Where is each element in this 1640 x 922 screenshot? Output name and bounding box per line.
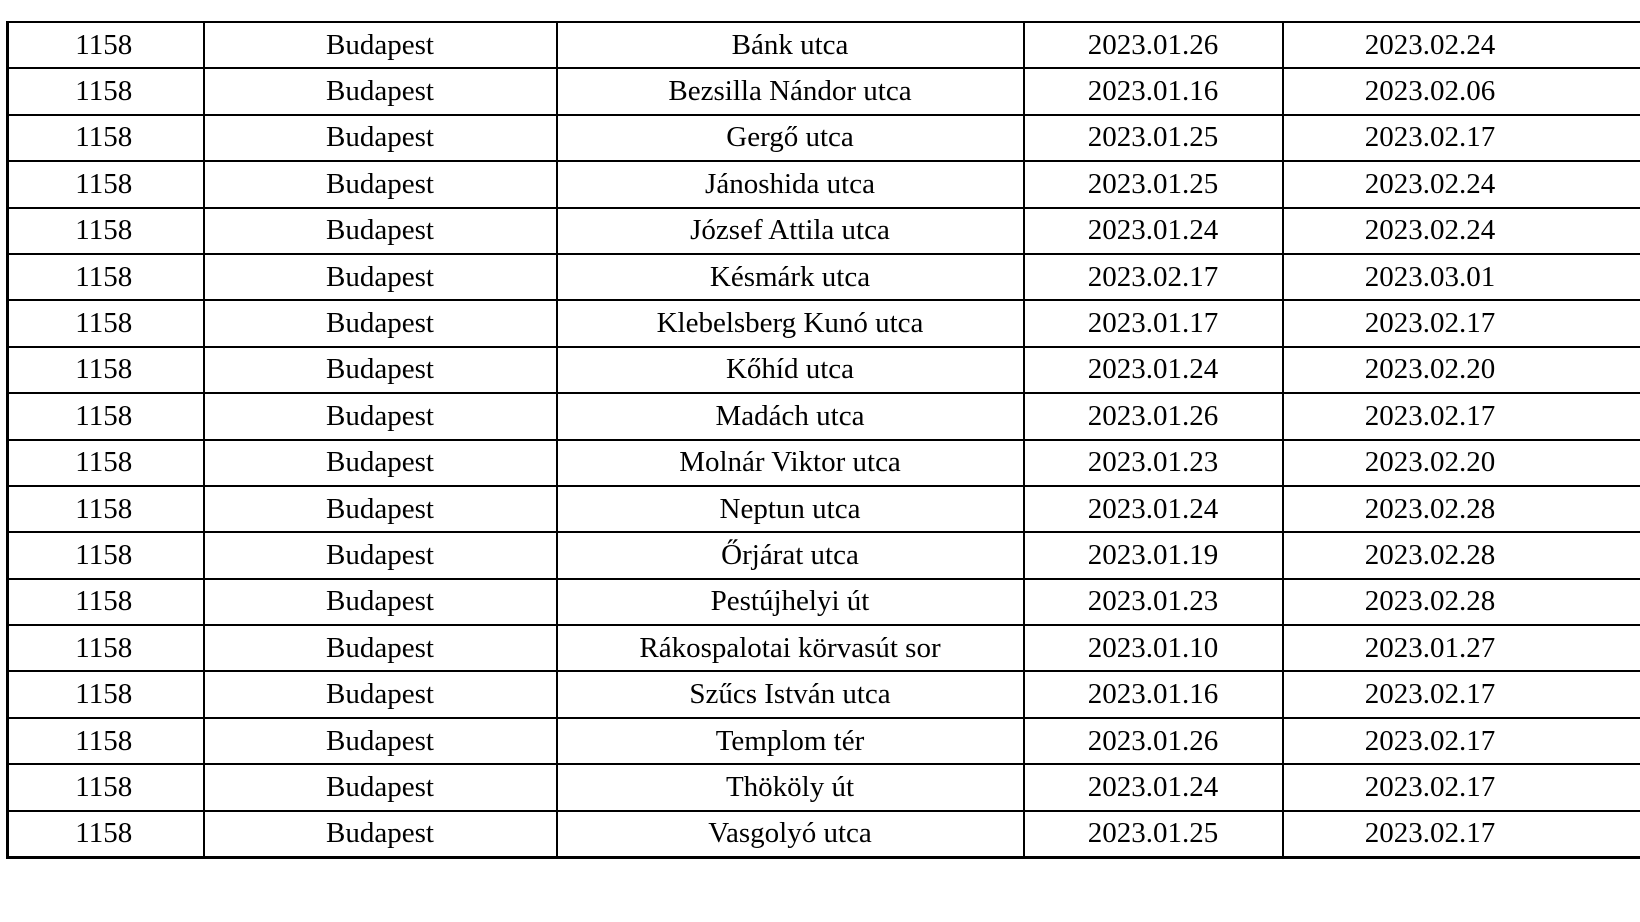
city-cell: Budapest: [204, 718, 557, 764]
postal-code-cell: 1158: [8, 161, 204, 207]
street-name-cell: Madách utca: [557, 393, 1024, 439]
table-body: [8, 22, 1640, 858]
table-row: [8, 440, 1640, 486]
postal-code-cell: 1158: [8, 22, 204, 68]
city-cell: Budapest: [204, 161, 557, 207]
street-name-cell: Neptun utca: [557, 486, 1024, 532]
table-row: [8, 532, 1640, 578]
end-date-cell: 2023.02.17: [1283, 811, 1640, 858]
postal-code-cell: 1158: [8, 811, 204, 858]
city-cell: Budapest: [204, 347, 557, 393]
start-date-cell: 2023.01.25: [1024, 115, 1283, 161]
street-name-cell: Klebelsberg Kunó utca: [557, 300, 1024, 346]
end-date-cell: 2023.02.24: [1283, 208, 1640, 254]
city-cell: Budapest: [204, 115, 557, 161]
end-date-cell: 2023.02.17: [1283, 115, 1640, 161]
table-row: [8, 811, 1640, 858]
road-works-table-wrapper: [6, 21, 1640, 859]
postal-code-cell: 1158: [8, 625, 204, 671]
city-cell: Budapest: [204, 300, 557, 346]
postal-code-cell: 1158: [8, 764, 204, 810]
street-name-cell: Templom tér: [557, 718, 1024, 764]
end-date-cell: 2023.02.17: [1283, 300, 1640, 346]
city-cell: Budapest: [204, 671, 557, 717]
city-cell: Budapest: [204, 764, 557, 810]
table-row: [8, 254, 1640, 300]
start-date-cell: 2023.01.24: [1024, 764, 1283, 810]
road-works-table: [6, 21, 1640, 859]
street-name-cell: Pestújhelyi út: [557, 579, 1024, 625]
start-date-cell: 2023.01.26: [1024, 718, 1283, 764]
end-date-cell: 2023.02.28: [1283, 486, 1640, 532]
end-date-cell: 2023.01.27: [1283, 625, 1640, 671]
postal-code-cell: 1158: [8, 579, 204, 625]
postal-code-cell: 1158: [8, 254, 204, 300]
postal-code-cell: 1158: [8, 347, 204, 393]
start-date-cell: 2023.01.23: [1024, 440, 1283, 486]
postal-code-cell: 1158: [8, 208, 204, 254]
street-name-cell: Szűcs István utca: [557, 671, 1024, 717]
city-cell: Budapest: [204, 532, 557, 578]
start-date-cell: 2023.01.25: [1024, 161, 1283, 207]
table-row: [8, 718, 1640, 764]
start-date-cell: 2023.01.16: [1024, 671, 1283, 717]
city-cell: Budapest: [204, 440, 557, 486]
postal-code-cell: 1158: [8, 718, 204, 764]
street-name-cell: Rákospalotai körvasút sor: [557, 625, 1024, 671]
table-row: [8, 22, 1640, 68]
table-row: [8, 393, 1640, 439]
city-cell: Budapest: [204, 811, 557, 858]
table-row: [8, 161, 1640, 207]
postal-code-cell: 1158: [8, 300, 204, 346]
table-row: [8, 625, 1640, 671]
postal-code-cell: 1158: [8, 486, 204, 532]
street-name-cell: Molnár Viktor utca: [557, 440, 1024, 486]
street-name-cell: Késmárk utca: [557, 254, 1024, 300]
table-row: [8, 486, 1640, 532]
table-row: [8, 115, 1640, 161]
table-row: [8, 300, 1640, 346]
street-name-cell: Vasgolyó utca: [557, 811, 1024, 858]
end-date-cell: 2023.02.28: [1283, 579, 1640, 625]
start-date-cell: 2023.01.16: [1024, 68, 1283, 114]
street-name-cell: Jánoshida utca: [557, 161, 1024, 207]
end-date-cell: 2023.02.24: [1283, 161, 1640, 207]
street-name-cell: József Attila utca: [557, 208, 1024, 254]
table-row: [8, 347, 1640, 393]
city-cell: Budapest: [204, 68, 557, 114]
city-cell: Budapest: [204, 486, 557, 532]
street-name-cell: Thököly út: [557, 764, 1024, 810]
city-cell: Budapest: [204, 625, 557, 671]
postal-code-cell: 1158: [8, 115, 204, 161]
street-name-cell: Gergő utca: [557, 115, 1024, 161]
start-date-cell: 2023.01.24: [1024, 486, 1283, 532]
start-date-cell: 2023.01.17: [1024, 300, 1283, 346]
start-date-cell: 2023.02.17: [1024, 254, 1283, 300]
table-row: [8, 68, 1640, 114]
table-row: [8, 579, 1640, 625]
end-date-cell: 2023.03.01: [1283, 254, 1640, 300]
postal-code-cell: 1158: [8, 671, 204, 717]
postal-code-cell: 1158: [8, 532, 204, 578]
street-name-cell: Kőhíd utca: [557, 347, 1024, 393]
start-date-cell: 2023.01.10: [1024, 625, 1283, 671]
postal-code-cell: 1158: [8, 440, 204, 486]
end-date-cell: 2023.02.24: [1283, 22, 1640, 68]
postal-code-cell: 1158: [8, 68, 204, 114]
end-date-cell: 2023.02.17: [1283, 671, 1640, 717]
start-date-cell: 2023.01.19: [1024, 532, 1283, 578]
city-cell: Budapest: [204, 254, 557, 300]
start-date-cell: 2023.01.26: [1024, 393, 1283, 439]
city-cell: Budapest: [204, 393, 557, 439]
start-date-cell: 2023.01.23: [1024, 579, 1283, 625]
end-date-cell: 2023.02.28: [1283, 532, 1640, 578]
table-row: [8, 208, 1640, 254]
start-date-cell: 2023.01.24: [1024, 347, 1283, 393]
end-date-cell: 2023.02.20: [1283, 440, 1640, 486]
postal-code-cell: 1158: [8, 393, 204, 439]
end-date-cell: 2023.02.17: [1283, 393, 1640, 439]
street-name-cell: Bánk utca: [557, 22, 1024, 68]
table-row: [8, 764, 1640, 810]
end-date-cell: 2023.02.20: [1283, 347, 1640, 393]
city-cell: Budapest: [204, 22, 557, 68]
end-date-cell: 2023.02.17: [1283, 718, 1640, 764]
city-cell: Budapest: [204, 579, 557, 625]
table-row: [8, 671, 1640, 717]
end-date-cell: 2023.02.06: [1283, 68, 1640, 114]
street-name-cell: Őrjárat utca: [557, 532, 1024, 578]
street-name-cell: Bezsilla Nándor utca: [557, 68, 1024, 114]
start-date-cell: 2023.01.24: [1024, 208, 1283, 254]
city-cell: Budapest: [204, 208, 557, 254]
end-date-cell: 2023.02.17: [1283, 764, 1640, 810]
start-date-cell: 2023.01.26: [1024, 22, 1283, 68]
start-date-cell: 2023.01.25: [1024, 811, 1283, 858]
